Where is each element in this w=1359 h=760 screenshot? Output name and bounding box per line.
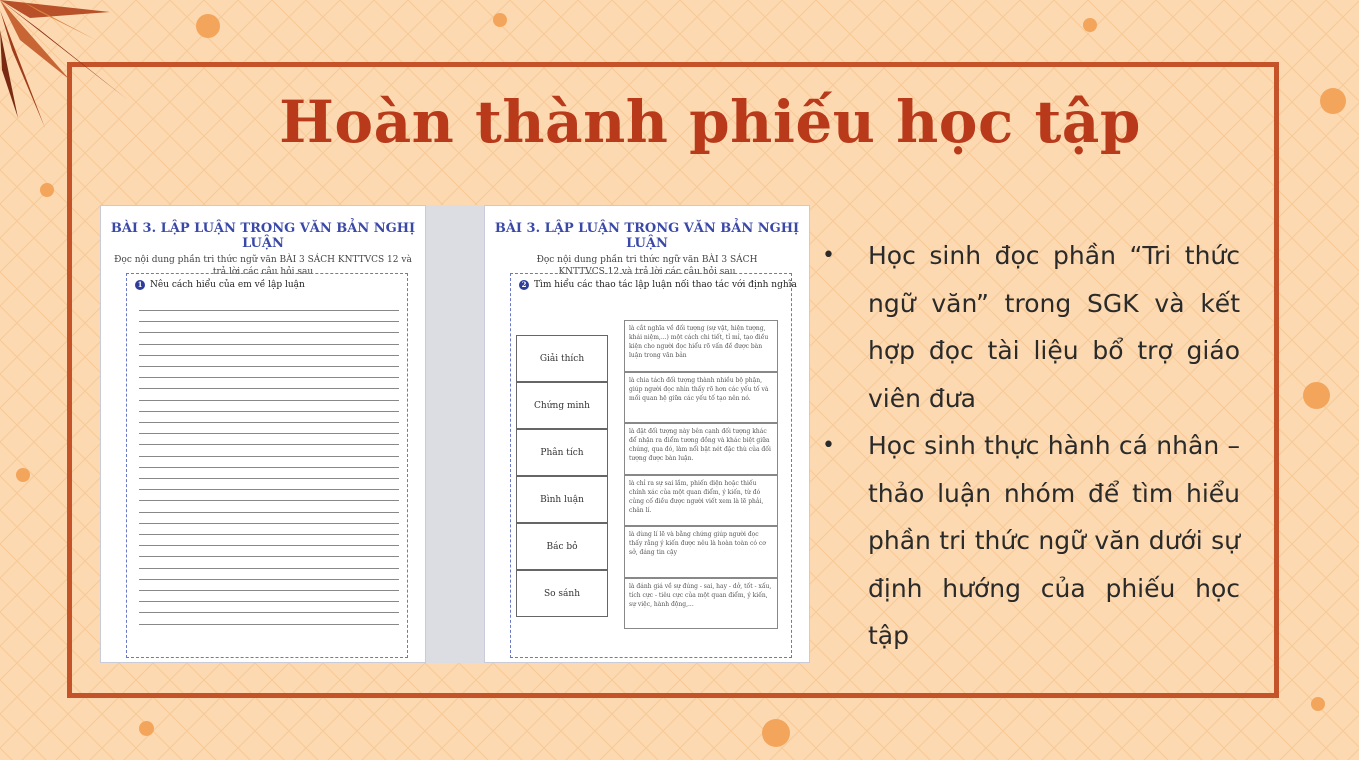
definition-cell: là đánh giá về sự đúng - sai, hay - dở, tốt - xấu, tích cực - tiêu cực của một quan điểm, ý kiến, sự việc, hành động,... [624,578,778,630]
operation-cell: Chứng minh [516,382,608,429]
question-text: Tìm hiểu các thao tác lập luận nối thao tác với định nghĩa [534,280,797,290]
worksheet-heading: BÀI 3. LẬP LUẬN TRONG VĂN BẢN NGHỊ LUẬN [110,221,416,251]
decor-dot [139,721,154,736]
worksheet-image [100,205,810,663]
operation-cell: Bình luận [516,476,608,523]
writing-line [139,444,399,445]
writing-line [139,411,399,412]
bullet-marker: • [822,433,835,458]
bullet-marker: • [822,243,835,268]
operation-cell: Phân tích [516,429,608,476]
writing-line [139,422,399,423]
worksheet-question [519,280,797,290]
writing-line [139,590,399,591]
writing-line [139,523,399,524]
writing-line [139,489,399,490]
writing-line [139,321,399,322]
worksheet-page-1 [100,205,426,663]
worksheet-subtitle: Đọc nội dung phần tri thức ngữ văn BÀI 3 SÁCH KNTTVCS 12 và trả lời các câu hỏi sau [536,255,758,277]
writing-line [139,433,399,434]
writing-line [139,355,399,356]
decor-dot [1320,88,1346,114]
definition-cell: là chỉ ra sự sai lầm, phiến diện hoặc thiếu chính xác của một quan điểm, ý kiến, từ đó củng cố điều được người viết xem là lẽ phải, chân lí. [624,475,778,527]
writing-line [139,478,399,479]
decor-dot [762,719,790,747]
worksheet-subtitle: Đọc nội dung phần tri thức ngữ văn BÀI 3 SÁCH KNTTVCS 12 và trả lời các câu hỏi sau [114,255,412,277]
definition-cell: là cắt nghĩa về đối tượng (sự vật, hiện tượng, khái niệm,...) một cách chi tiết, tỉ mỉ, tạo điều kiện cho người đọc hiểu rõ vấn đề được bàn luận trong văn bản [624,320,778,372]
writing-line [139,400,399,401]
decor-dot [40,183,54,197]
writing-line [139,556,399,557]
writing-line [139,568,399,569]
instruction-text: Học sinh đọc phần “Tri thức ngữ văn” trong SGK và kết hợp đọc tài liệu bổ trợ giáo viên đưa [868,241,1240,413]
writing-line [139,512,399,513]
definition-cell: là dùng lí lẽ và bằng chứng giúp người đọc thấy rằng ý kiến được nêu là hoàn toàn có cơ sở, đáng tin cậy [624,526,778,578]
instruction-text: Học sinh thực hành cá nhân – thảo luận nhóm để tìm hiểu phần tri thức ngữ văn dưới sự định hướng của phiếu học tập [868,431,1240,650]
slide-title: Hoàn thành phiếu học tập [279,88,1141,156]
instruction-item [820,422,1240,660]
definition-cell: là đặt đối tượng này bên cạnh đối tượng khác để nhận ra điểm tương đồng và khác biệt giữa chúng, qua đó, làm nổi bật nét đặc thù của đối tượng được bàn luận. [624,423,778,475]
writing-line [139,377,399,378]
writing-line [139,332,399,333]
instruction-list [820,232,1240,660]
writing-line [139,534,399,535]
operation-cell: Giải thích [516,335,608,382]
writing-line [139,467,399,468]
question-number: 2 [519,280,529,290]
writing-line [139,624,399,625]
writing-line [139,344,399,345]
worksheet-heading: BÀI 3. LẬP LUẬN TRONG VĂN BẢN NGHỊ LUẬN [494,221,800,251]
decor-dot [1083,18,1097,32]
writing-line [139,388,399,389]
writing-line [139,456,399,457]
operation-cell: Bác bỏ [516,523,608,570]
question-number: 1 [135,280,145,290]
operation-cell: So sánh [516,570,608,617]
writing-line [139,500,399,501]
worksheet-page-2 [484,205,810,663]
writing-line [139,366,399,367]
writing-line [139,612,399,613]
decor-dot [1311,697,1325,711]
writing-line [139,601,399,602]
worksheet-question [135,280,305,290]
definition-cell: là chia tách đối tượng thành nhiều bộ phận, giúp người đọc nhìn thấy rõ hơn các yếu tố và mối quan hệ giữa các yếu tố tạo nên nó. [624,372,778,424]
writing-line [139,545,399,546]
decor-dot [16,468,30,482]
instruction-item [820,232,1240,422]
question-text: Nêu cách hiểu của em về lập luận [150,280,305,290]
decor-dot [196,14,220,38]
writing-line [139,579,399,580]
decor-dot [1303,382,1330,409]
leaf-decoration [0,0,140,140]
writing-line [139,310,399,311]
decor-dot [493,13,507,27]
